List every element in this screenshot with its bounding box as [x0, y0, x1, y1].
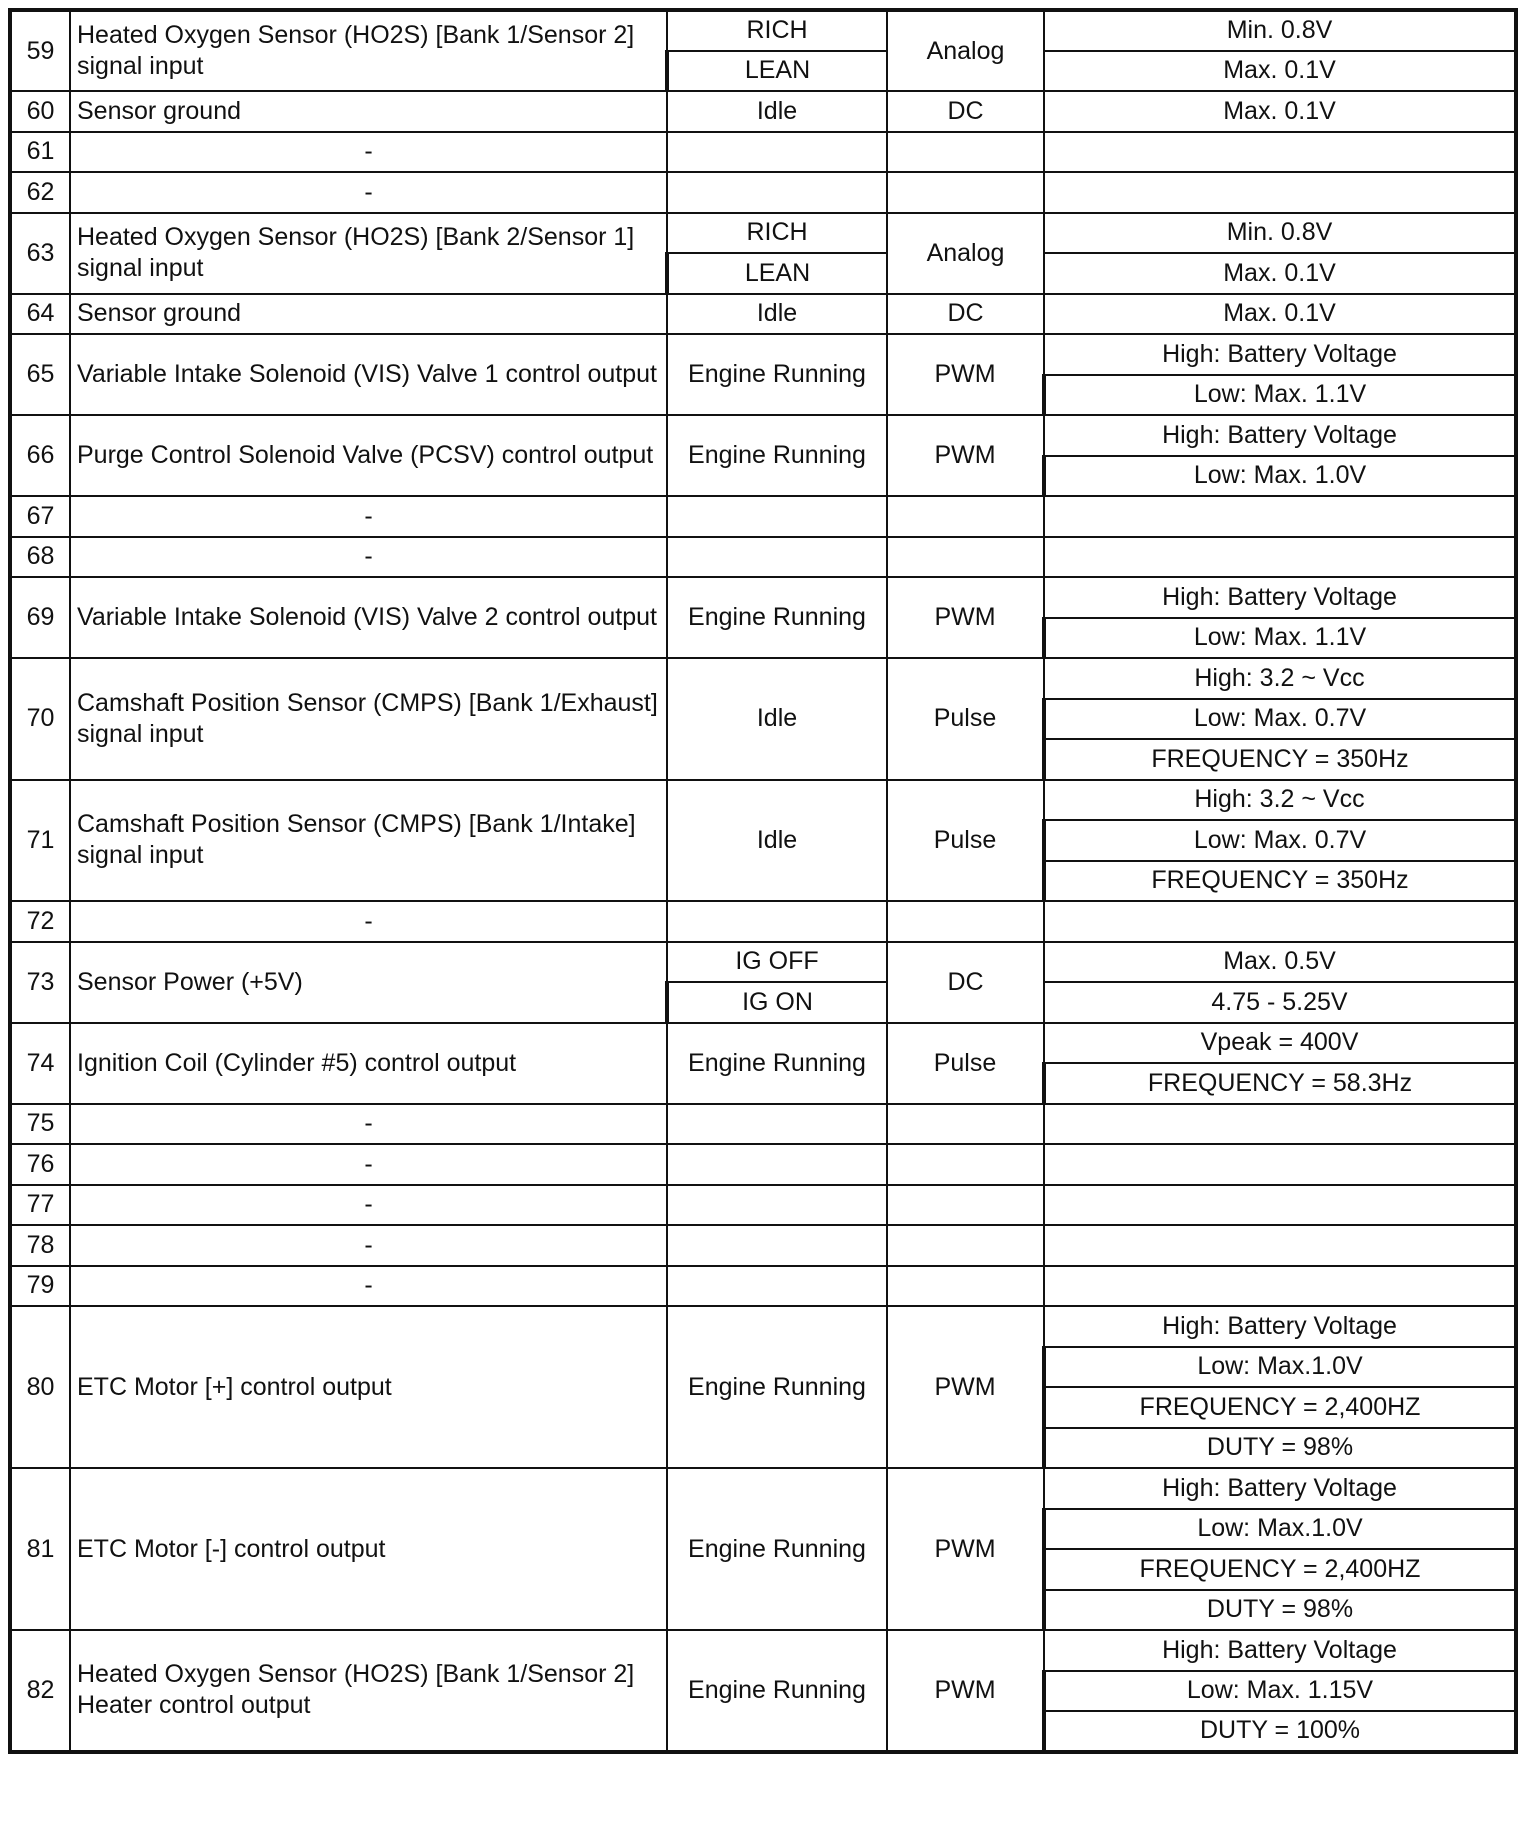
signal-level-cell: [1044, 172, 1516, 213]
table-row: [10, 1225, 1516, 1266]
signal-level-cell: [1044, 496, 1516, 537]
pin-table-body: [10, 10, 1516, 1752]
signal-level-cell: [1044, 1225, 1516, 1266]
signal-type-cell: PWM: [887, 1630, 1044, 1752]
pin-number-cell: 63: [10, 213, 70, 294]
description-cell: Variable Intake Solenoid (VIS) Valve 2 control output: [70, 577, 667, 658]
table-row: [10, 780, 1516, 821]
table-row: [10, 172, 1516, 213]
table-row: [10, 1023, 1516, 1064]
description-cell: Sensor Power (+5V): [70, 942, 667, 1023]
signal-type-cell: PWM: [887, 334, 1044, 415]
signal-type-cell: Pulse: [887, 780, 1044, 902]
condition-cell: RICH: [667, 10, 887, 51]
table-row: [10, 1144, 1516, 1185]
signal-level-cell: Max. 0.5V: [1044, 942, 1516, 983]
signal-level-cell: [1044, 537, 1516, 578]
signal-level-cell: FREQUENCY = 350Hz: [1044, 739, 1516, 780]
signal-type-cell: PWM: [887, 1468, 1044, 1630]
signal-level-cell: [1044, 1104, 1516, 1145]
signal-type-cell: [887, 172, 1044, 213]
signal-type-cell: [887, 537, 1044, 578]
signal-level-cell: Vpeak = 400V: [1044, 1023, 1516, 1064]
signal-level-cell: Min. 0.8V: [1044, 10, 1516, 51]
description-cell: Heated Oxygen Sensor (HO2S) [Bank 2/Sensor 1] signal input: [70, 213, 667, 294]
description-cell: -: [70, 1185, 667, 1226]
pin-number-cell: 81: [10, 1468, 70, 1630]
condition-cell: Engine Running: [667, 1468, 887, 1630]
signal-type-cell: DC: [887, 91, 1044, 132]
condition-cell: Engine Running: [667, 577, 887, 658]
signal-type-cell: Analog: [887, 10, 1044, 91]
condition-cell: Engine Running: [667, 1306, 887, 1468]
signal-level-cell: FREQUENCY = 350Hz: [1044, 861, 1516, 902]
signal-type-cell: [887, 901, 1044, 942]
pin-number-cell: 61: [10, 132, 70, 173]
signal-type-cell: [887, 1144, 1044, 1185]
signal-level-cell: Low: Max. 1.1V: [1044, 618, 1516, 659]
description-cell: Camshaft Position Sensor (CMPS) [Bank 1/Intake] signal input: [70, 780, 667, 902]
signal-type-cell: PWM: [887, 1306, 1044, 1468]
condition-cell: [667, 132, 887, 173]
condition-cell: IG OFF: [667, 942, 887, 983]
pin-number-cell: 68: [10, 537, 70, 578]
signal-level-cell: FREQUENCY = 2,400HZ: [1044, 1549, 1516, 1590]
pin-number-cell: 74: [10, 1023, 70, 1104]
condition-cell: [667, 1266, 887, 1307]
signal-level-cell: High: Battery Voltage: [1044, 334, 1516, 375]
description-cell: Heated Oxygen Sensor (HO2S) [Bank 1/Sensor 2] signal input: [70, 10, 667, 91]
table-row: [10, 1468, 1516, 1509]
condition-cell: IG ON: [667, 982, 887, 1023]
condition-cell: Engine Running: [667, 1630, 887, 1752]
signal-level-cell: DUTY = 98%: [1044, 1428, 1516, 1469]
condition-cell: LEAN: [667, 253, 887, 294]
pin-number-cell: 75: [10, 1104, 70, 1145]
table-row: [10, 91, 1516, 132]
pin-number-cell: 59: [10, 10, 70, 91]
pin-number-cell: 60: [10, 91, 70, 132]
table-row: [10, 1306, 1516, 1347]
condition-cell: [667, 537, 887, 578]
signal-level-cell: DUTY = 100%: [1044, 1711, 1516, 1752]
signal-level-cell: High: Battery Voltage: [1044, 577, 1516, 618]
pin-number-cell: 70: [10, 658, 70, 780]
condition-cell: Engine Running: [667, 415, 887, 496]
pin-number-cell: 78: [10, 1225, 70, 1266]
signal-level-cell: FREQUENCY = 2,400HZ: [1044, 1387, 1516, 1428]
signal-type-cell: [887, 496, 1044, 537]
description-cell: -: [70, 172, 667, 213]
pin-number-cell: 82: [10, 1630, 70, 1752]
signal-type-cell: [887, 132, 1044, 173]
signal-type-cell: DC: [887, 294, 1044, 335]
pin-number-cell: 80: [10, 1306, 70, 1468]
description-cell: -: [70, 901, 667, 942]
condition-cell: Idle: [667, 294, 887, 335]
pin-number-cell: 76: [10, 1144, 70, 1185]
signal-level-cell: [1044, 1185, 1516, 1226]
condition-cell: Idle: [667, 780, 887, 902]
table-row: [10, 334, 1516, 375]
description-cell: Variable Intake Solenoid (VIS) Valve 1 control output: [70, 334, 667, 415]
description-cell: -: [70, 1266, 667, 1307]
pin-number-cell: 73: [10, 942, 70, 1023]
table-row: [10, 415, 1516, 456]
pin-number-cell: 79: [10, 1266, 70, 1307]
signal-type-cell: [887, 1266, 1044, 1307]
pin-number-cell: 67: [10, 496, 70, 537]
condition-cell: Engine Running: [667, 1023, 887, 1104]
pin-number-cell: 65: [10, 334, 70, 415]
signal-level-cell: FREQUENCY = 58.3Hz: [1044, 1063, 1516, 1104]
pin-number-cell: 69: [10, 577, 70, 658]
table-row: [10, 10, 1516, 51]
signal-level-cell: [1044, 1144, 1516, 1185]
signal-level-cell: [1044, 132, 1516, 173]
signal-type-cell: PWM: [887, 415, 1044, 496]
table-row: [10, 1266, 1516, 1307]
condition-cell: Engine Running: [667, 334, 887, 415]
condition-cell: RICH: [667, 213, 887, 254]
pin-number-cell: 72: [10, 901, 70, 942]
table-row: [10, 132, 1516, 173]
description-cell: Camshaft Position Sensor (CMPS) [Bank 1/Exhaust] signal input: [70, 658, 667, 780]
pin-number-cell: 77: [10, 1185, 70, 1226]
condition-cell: [667, 901, 887, 942]
signal-level-cell: High: Battery Voltage: [1044, 1630, 1516, 1671]
signal-type-cell: [887, 1185, 1044, 1226]
signal-level-cell: Max. 0.1V: [1044, 294, 1516, 335]
pin-number-cell: 71: [10, 780, 70, 902]
description-cell: -: [70, 1225, 667, 1266]
condition-cell: [667, 1225, 887, 1266]
pin-specification-table: [8, 8, 1518, 1754]
pin-number-cell: 66: [10, 415, 70, 496]
condition-cell: [667, 1185, 887, 1226]
signal-level-cell: High: 3.2 ~ Vcc: [1044, 658, 1516, 699]
description-cell: ETC Motor [-] control output: [70, 1468, 667, 1630]
signal-level-cell: Min. 0.8V: [1044, 213, 1516, 254]
signal-type-cell: Pulse: [887, 658, 1044, 780]
signal-level-cell: [1044, 1266, 1516, 1307]
table-row: [10, 942, 1516, 983]
description-cell: Sensor ground: [70, 91, 667, 132]
table-row: [10, 1104, 1516, 1145]
pin-table-sheet: [8, 8, 1514, 1836]
signal-level-cell: Low: Max. 1.1V: [1044, 375, 1516, 416]
signal-type-cell: [887, 1225, 1044, 1266]
signal-type-cell: Analog: [887, 213, 1044, 294]
description-cell: Sensor ground: [70, 294, 667, 335]
signal-level-cell: Low: Max.1.0V: [1044, 1347, 1516, 1388]
table-row: [10, 1630, 1516, 1671]
condition-cell: Idle: [667, 658, 887, 780]
signal-level-cell: High: Battery Voltage: [1044, 1306, 1516, 1347]
signal-level-cell: High: 3.2 ~ Vcc: [1044, 780, 1516, 821]
description-cell: -: [70, 1144, 667, 1185]
condition-cell: Idle: [667, 91, 887, 132]
description-cell: -: [70, 132, 667, 173]
condition-cell: LEAN: [667, 51, 887, 92]
table-row: [10, 901, 1516, 942]
table-row: [10, 496, 1516, 537]
signal-level-cell: 4.75 - 5.25V: [1044, 982, 1516, 1023]
signal-level-cell: [1044, 901, 1516, 942]
description-cell: -: [70, 496, 667, 537]
description-cell: Ignition Coil (Cylinder #5) control output: [70, 1023, 667, 1104]
table-row: [10, 658, 1516, 699]
condition-cell: [667, 496, 887, 537]
description-cell: ETC Motor [+] control output: [70, 1306, 667, 1468]
signal-level-cell: Low: Max. 0.7V: [1044, 820, 1516, 861]
signal-level-cell: Low: Max.1.0V: [1044, 1509, 1516, 1550]
signal-type-cell: [887, 1104, 1044, 1145]
description-cell: -: [70, 537, 667, 578]
description-cell: -: [70, 1104, 667, 1145]
signal-type-cell: Pulse: [887, 1023, 1044, 1104]
table-row: [10, 577, 1516, 618]
condition-cell: [667, 1104, 887, 1145]
condition-cell: [667, 1144, 887, 1185]
signal-level-cell: Max. 0.1V: [1044, 91, 1516, 132]
pin-number-cell: 64: [10, 294, 70, 335]
signal-level-cell: Low: Max. 0.7V: [1044, 699, 1516, 740]
signal-type-cell: DC: [887, 942, 1044, 1023]
signal-level-cell: High: Battery Voltage: [1044, 1468, 1516, 1509]
description-cell: Heated Oxygen Sensor (HO2S) [Bank 1/Sensor 2] Heater control output: [70, 1630, 667, 1752]
condition-cell: [667, 172, 887, 213]
signal-type-cell: PWM: [887, 577, 1044, 658]
signal-level-cell: High: Battery Voltage: [1044, 415, 1516, 456]
signal-level-cell: Low: Max. 1.15V: [1044, 1671, 1516, 1712]
description-cell: Purge Control Solenoid Valve (PCSV) control output: [70, 415, 667, 496]
table-row: [10, 537, 1516, 578]
table-row: [10, 1185, 1516, 1226]
signal-level-cell: Max. 0.1V: [1044, 51, 1516, 92]
signal-level-cell: DUTY = 98%: [1044, 1590, 1516, 1631]
signal-level-cell: Max. 0.1V: [1044, 253, 1516, 294]
table-row: [10, 213, 1516, 254]
table-row: [10, 294, 1516, 335]
pin-number-cell: 62: [10, 172, 70, 213]
signal-level-cell: Low: Max. 1.0V: [1044, 456, 1516, 497]
